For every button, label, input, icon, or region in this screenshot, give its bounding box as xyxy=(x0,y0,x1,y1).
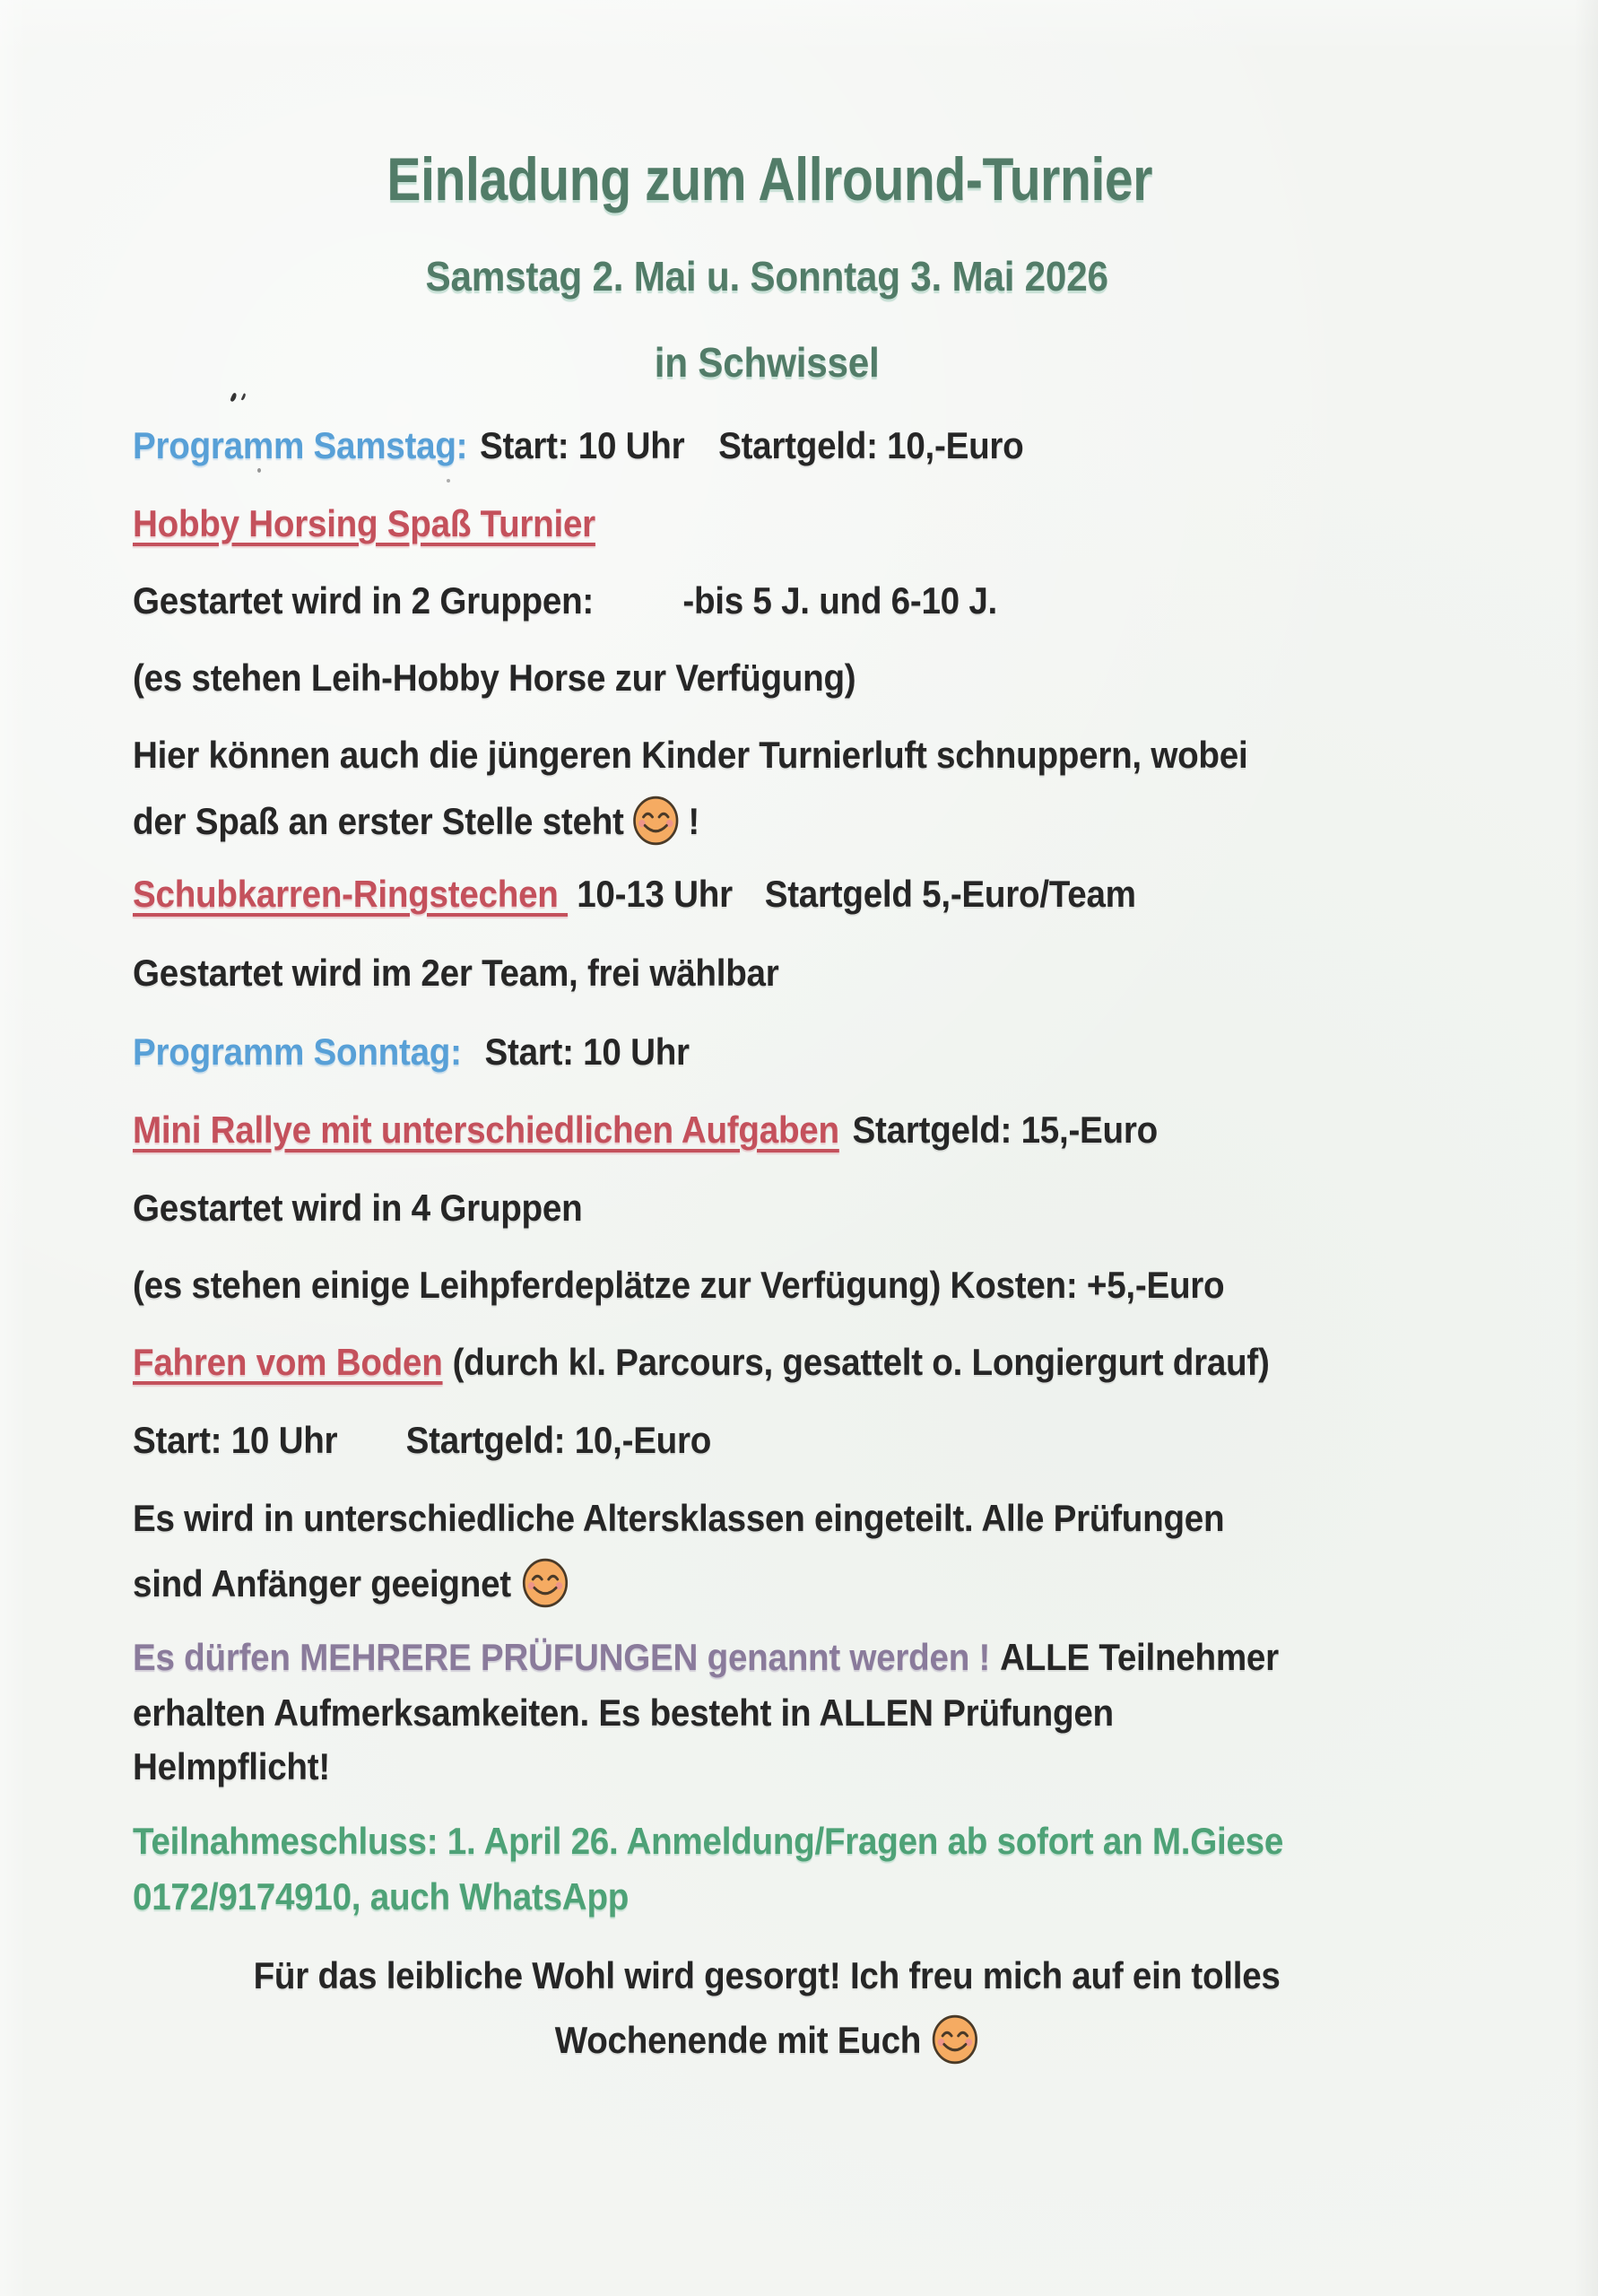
hobby-horsing-title: Hobby Horsing Spaß Turnier xyxy=(133,502,595,544)
classes-line2 xyxy=(133,1557,569,1609)
saturday-program-line xyxy=(133,426,1024,465)
sunday-program-line xyxy=(133,1032,690,1072)
fahren-heading-line xyxy=(133,1343,1270,1382)
fun-text-line1: Hier können auch die jüngeren Kinder Turnierluft schnuppern, wobei xyxy=(133,734,1248,776)
schubkarren-time: 10-13 Uhr xyxy=(577,873,733,915)
closing-line2 xyxy=(64,2013,1533,2066)
helmet-note: Helmpflicht! xyxy=(133,1745,330,1787)
paper-speck xyxy=(447,479,450,483)
saturday-label: Programm Samstag: xyxy=(133,424,468,466)
fahren-detail: (durch kl. Parcours, gesattelt o. Longiergurt drauf) xyxy=(452,1341,1270,1383)
hobby-horsing-heading xyxy=(133,504,595,544)
multi-entry-highlight: Es dürfen MEHRERE PRÜFUNGEN genannt werden ! xyxy=(133,1636,991,1678)
mini-rallye-title: Mini Rallye mit unterschiedlichen Aufgaben xyxy=(133,1109,839,1151)
classes-line1: Es wird in unterschiedliche Altersklassen eingeteilt. Alle Prüfungen xyxy=(133,1497,1225,1539)
paper-speck xyxy=(230,392,238,402)
fahren-title: Fahren vom Boden xyxy=(133,1341,443,1383)
date-line: Samstag 2. Mai u. Sonntag 3. Mai 2026 xyxy=(425,253,1108,300)
saturday-fee: Startgeld: 10,-Euro xyxy=(718,424,1024,466)
hobby-horsing-loan-note: (es stehen Leih-Hobby Horse zur Verfügung) xyxy=(133,657,856,699)
closing-line1: Für das leibliche Wohl wird gesorgt! Ich freu mich auf ein tolles xyxy=(253,1954,1281,1996)
closing-text: Wochenende mit Euch xyxy=(554,2019,922,2061)
sunday-start: Start: 10 Uhr xyxy=(484,1031,690,1073)
saturday-start: Start: 10 Uhr xyxy=(480,424,685,466)
mini-rallye-fee: Startgeld: 15,-Euro xyxy=(852,1109,1158,1151)
fahren-fee: Startgeld: 10,-Euro xyxy=(405,1419,712,1461)
notes-line2: erhalten Aufmerksamkeiten. Es besteht in ALLEN Prüfungen xyxy=(133,1692,1114,1734)
groups-text: Gestartet wird in 2 Gruppen: xyxy=(133,579,594,622)
smiling-face-emoji-icon xyxy=(931,2013,978,2066)
location-line: in Schwissel xyxy=(654,339,880,386)
schubkarren-heading-line xyxy=(133,874,1136,914)
smiling-face-emoji-icon xyxy=(632,795,680,847)
schubkarren-fee: Startgeld 5,-Euro/Team xyxy=(764,873,1136,915)
sunday-label: Programm Sonntag: xyxy=(133,1031,462,1073)
classes-text: sind Anfänger geeignet xyxy=(133,1562,511,1605)
mini-rallye-loan-note: (es stehen einige Leihpferdeplätze zur Verfügung) Kosten: +5,-Euro xyxy=(133,1264,1225,1306)
fun-text-line2 xyxy=(133,795,699,847)
schubkarren-title: Schubkarren-Ringstechen xyxy=(133,873,569,915)
fun-text-suffix: ! xyxy=(688,800,699,842)
mini-rallye-heading-line xyxy=(133,1110,1158,1150)
mini-rallye-groups: Gestartet wird in 4 Gruppen xyxy=(133,1187,583,1229)
fahren-start: Start: 10 Uhr xyxy=(133,1419,338,1461)
fahren-start-line xyxy=(133,1421,711,1460)
multi-entry-line xyxy=(133,1638,1279,1677)
registration-line2: 0172/9174910, auch WhatsApp xyxy=(133,1875,630,1918)
multi-entry-rest: ALLE Teilnehmer xyxy=(1000,1636,1279,1678)
hobby-horsing-groups-line xyxy=(133,581,997,621)
smiling-face-emoji-icon xyxy=(521,1557,569,1609)
groups-detail: -bis 5 J. und 6-10 J. xyxy=(682,579,998,622)
paper-speck xyxy=(257,468,261,473)
schubkarren-team-note: Gestartet wird im 2er Team, frei wählbar xyxy=(133,952,779,994)
fun-text: der Spaß an erster Stelle steht xyxy=(133,800,624,842)
registration-line1: Teilnahmeschluss: 1. April 26. Anmeldung/Fragen ab sofort an M.Giese xyxy=(133,1820,1284,1862)
page-title: Einladung zum Allround-Turnier xyxy=(386,145,1153,213)
